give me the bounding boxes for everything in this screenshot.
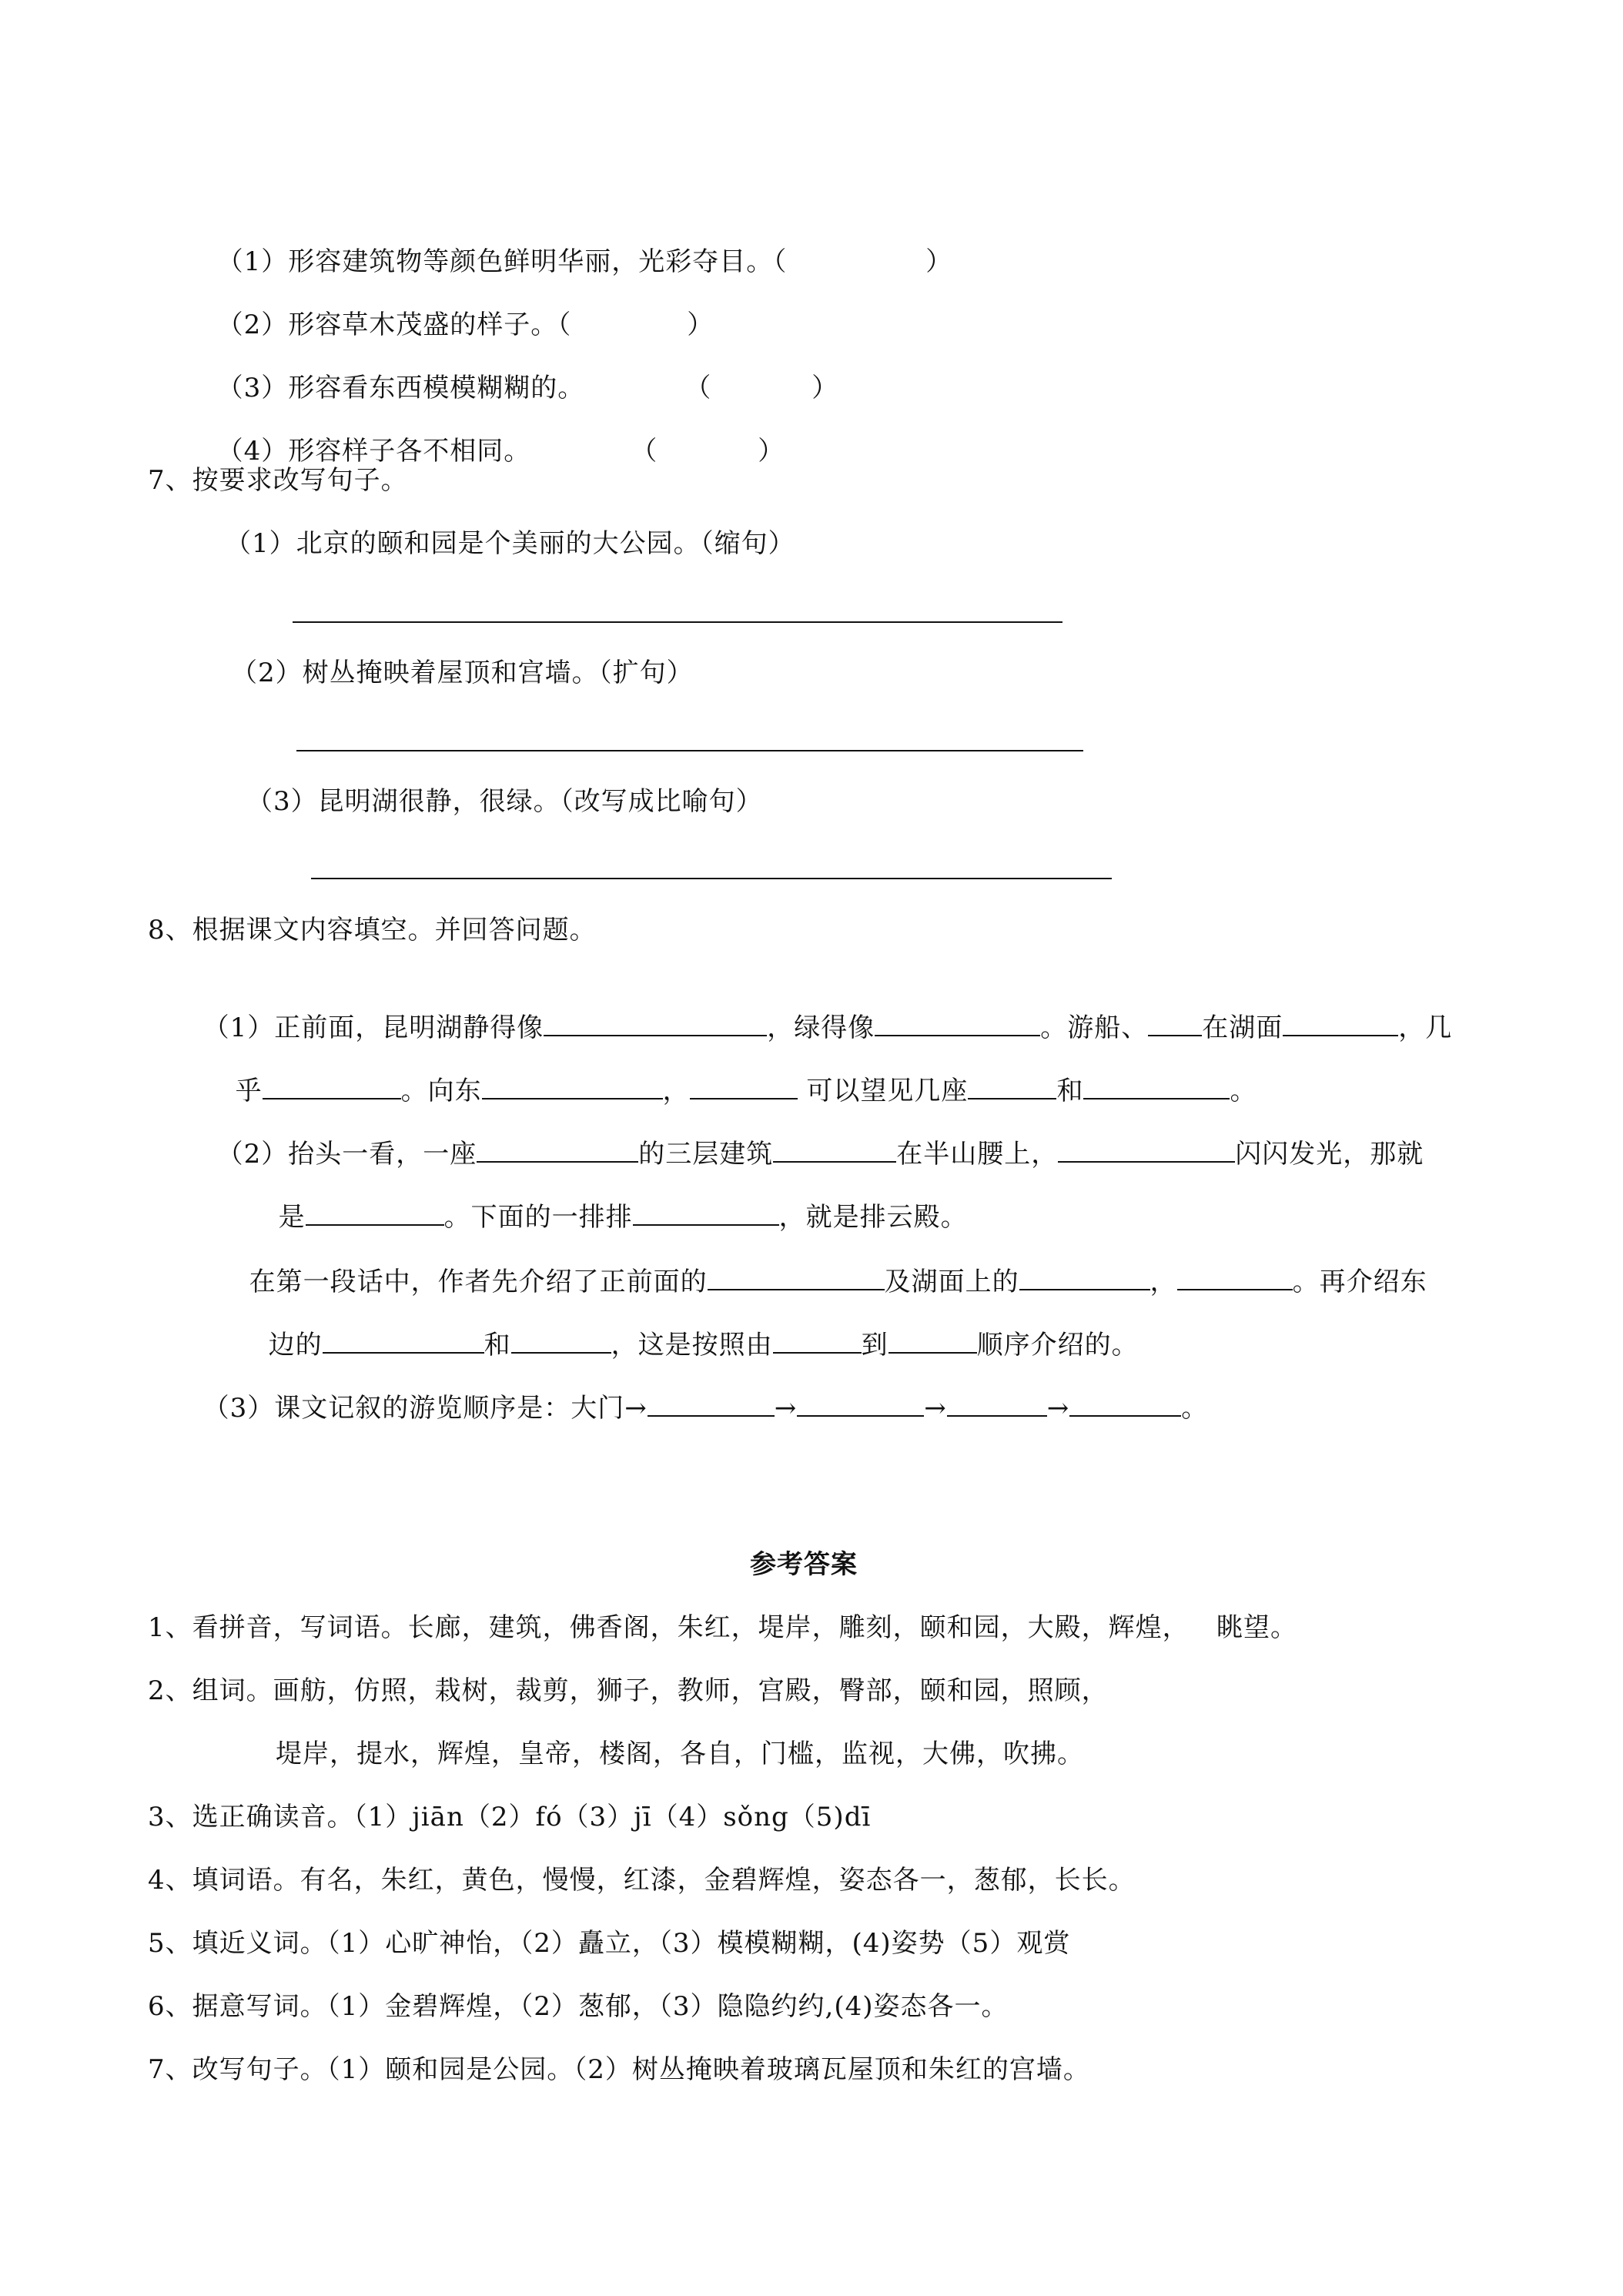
ex6-item-3 xyxy=(199,337,838,405)
fill-blank[interactable] xyxy=(263,1073,401,1099)
arrow-icon: → xyxy=(624,1393,648,1424)
ex8-p3-text-f: 和 xyxy=(484,1330,511,1361)
fill-blank[interactable] xyxy=(477,1136,638,1163)
fill-blank[interactable] xyxy=(875,1010,1040,1036)
ex7-answer-line-2 xyxy=(296,750,1083,751)
ex8-p3-text-e: 边的 xyxy=(268,1330,323,1361)
fill-blank[interactable] xyxy=(1283,1010,1398,1036)
fill-blank[interactable] xyxy=(708,1264,885,1290)
ex8-p3-line-2 xyxy=(250,1294,1139,1362)
ex6-item-4-text: （4）形容样子各不相同。 xyxy=(216,436,531,467)
ex8-p2-text-d: 闪闪发光，那就 xyxy=(1235,1139,1424,1170)
answer-line-4: 4、填词语。有名，朱红，黄色，慢慢，红漆，金碧辉煌，姿态各一，葱郁，长长。 xyxy=(148,1865,1136,1896)
ex6-item-1 xyxy=(199,211,952,279)
fill-blank[interactable] xyxy=(1019,1264,1150,1290)
ex6-item-2-text: （2）形容草木茂盛的样子。（ xyxy=(216,310,572,340)
fill-blank[interactable] xyxy=(323,1327,484,1354)
answer-line-1: 1、看拼音，写词语。长廊，建筑，佛香阁，朱红，堤岸，雕刻，颐和园，大殿，辉煌， 眺望。 xyxy=(148,1612,1298,1643)
answer-line-2: 2、组词。画舫，仿照，栽树，裁剪，狮子，教师，宫殿，臀部，颐和园，照顾， xyxy=(148,1675,1109,1706)
fill-blank[interactable] xyxy=(633,1200,779,1226)
ex8-p2-text-a: （2）抬头一看，一座 xyxy=(216,1139,477,1170)
fill-blank[interactable] xyxy=(544,1010,767,1036)
answer-line-5: 5、填近义词。（1）心旷神怡，（2）矗立，（3）模模糊糊，(4)姿势（5）观赏 xyxy=(148,1928,1071,1959)
fill-blank[interactable] xyxy=(773,1327,862,1354)
ex6-item-4-open: （ xyxy=(631,436,658,467)
arrow-icon: → xyxy=(1046,1393,1070,1424)
ex8-p2-text-b: 的三层建筑 xyxy=(638,1139,774,1170)
fill-blank[interactable] xyxy=(1069,1391,1181,1417)
ex8-p2-text-e: 是 xyxy=(278,1202,306,1233)
arrow-icon: → xyxy=(774,1393,798,1424)
fill-blank[interactable] xyxy=(947,1391,1047,1417)
ex7-item-1: （1）北京的颐和园是个美丽的大公园。（缩句） xyxy=(225,528,795,559)
ex6-item-4-close: ） xyxy=(758,436,785,467)
ex6-item-3-open: （ xyxy=(684,373,712,403)
ex8-p1-text-g: 。向东 xyxy=(400,1076,482,1106)
fill-blank[interactable] xyxy=(1177,1264,1293,1290)
ex6-item-1-close: ） xyxy=(925,246,953,277)
ex6-item-3-close: ） xyxy=(812,373,839,403)
ex6-item-2-close: ） xyxy=(687,310,714,340)
fill-blank[interactable] xyxy=(1058,1136,1235,1163)
ex8-p1-text-k: 。 xyxy=(1230,1076,1257,1106)
ex7-answer-line-1 xyxy=(293,621,1062,623)
ex7-item-2: （2）树丛掩映着屋顶和宫墙。（扩句） xyxy=(231,658,694,688)
ex8-p1-text-i: 可以望见几座 xyxy=(797,1076,969,1106)
ex6-item-1-text: （1）形容建筑物等颜色鲜明华丽，光彩夺目。（ xyxy=(216,246,788,277)
ex8-p1-text-c: 。游船、 xyxy=(1040,1012,1149,1043)
fill-blank[interactable] xyxy=(1083,1073,1230,1099)
answer-line-7: 7、改写句子。（1）颐和园是公园。（2）树丛掩映着玻璃瓦屋顶和朱红的宫墙。 xyxy=(148,2054,1090,2085)
ex8-p1-text-a: （1）正前面，昆明湖静得像 xyxy=(202,1012,544,1043)
fill-blank[interactable] xyxy=(511,1327,611,1354)
answer-line-6: 6、据意写词。（1）金碧辉煌，（2）葱郁，（3）隐隐约约,(4)姿态各一。 xyxy=(148,1991,1009,2022)
ex6-item-4 xyxy=(199,400,785,468)
fill-blank[interactable] xyxy=(306,1200,444,1226)
ex8-p1-text-d: 在湖面 xyxy=(1202,1012,1283,1043)
ex8-p1-text-b: ，绿得像 xyxy=(767,1012,875,1043)
ex8-p1-line-2 xyxy=(217,1039,1257,1108)
fill-blank[interactable] xyxy=(888,1327,977,1354)
answer-line-2-cont: 堤岸，提水，辉煌，皇帝，楼阁，各自，门槛，监视，大佛，吹拂。 xyxy=(276,1739,1084,1769)
fill-blank[interactable] xyxy=(968,1073,1056,1099)
ex6-item-2 xyxy=(199,274,714,342)
ex8-p4-text-a: （3）课文记叙的游览顺序是：大门 xyxy=(202,1393,625,1424)
ex8-p3-text-g: ，这是按照由 xyxy=(611,1330,773,1361)
ex8-p3-text-d: 。再介绍东 xyxy=(1292,1267,1427,1297)
fill-blank[interactable] xyxy=(797,1391,924,1417)
ex8-title: 8、根据课文内容填空。并回答问题。 xyxy=(148,915,597,946)
ex8-p1-text-h: ， xyxy=(662,1076,690,1106)
ex8-p3-text-b: 及湖面上的 xyxy=(884,1267,1019,1297)
ex8-p3-text-c: ， xyxy=(1149,1267,1177,1297)
ex8-p3-text-h: 到 xyxy=(861,1330,888,1361)
ex6-item-3-text: （3）形容看东西模模糊糊的。 xyxy=(216,373,585,403)
ex7-answer-line-3 xyxy=(311,878,1112,879)
ex8-p1-text-e: ，几 xyxy=(1398,1012,1453,1043)
fill-blank[interactable] xyxy=(773,1136,896,1163)
ex8-p1-text-j: 和 xyxy=(1056,1076,1084,1106)
ex8-p1-text-f: 乎 xyxy=(235,1076,263,1106)
ex8-p2-text-g: ，就是排云殿。 xyxy=(778,1202,968,1233)
ex8-p2-line-1 xyxy=(199,1103,1424,1171)
ex8-p4-end: 。 xyxy=(1181,1393,1209,1424)
ex8-p3-text-i: 顺序介绍的。 xyxy=(976,1330,1139,1361)
ex8-p4-line xyxy=(185,1357,1208,1425)
ex8-p2-text-f: 。下面的一排排 xyxy=(443,1202,633,1233)
ex8-p2-line-2 xyxy=(260,1166,968,1234)
ex8-p1-line-1 xyxy=(185,976,1452,1045)
ex8-p3-line-1 xyxy=(231,1230,1427,1299)
fill-blank[interactable] xyxy=(648,1391,775,1417)
answers-heading: 参考答案 xyxy=(750,1549,858,1580)
answer-line-3: 3、选正确读音。（1）jiān（2）fó（3）jī（4）sǒng（5)dī xyxy=(148,1802,872,1832)
fill-blank[interactable] xyxy=(1148,1010,1202,1036)
fill-blank[interactable] xyxy=(482,1073,663,1099)
ex8-p3-text-a: 在第一段话中，作者先介绍了正前面的 xyxy=(249,1267,708,1297)
ex7-item-3: （3）昆明湖很静，很绿。（改写成比喻句） xyxy=(246,786,763,817)
arrow-icon: → xyxy=(924,1393,947,1424)
fill-blank[interactable] xyxy=(690,1073,798,1099)
ex7-title: 7、按要求改写句子。 xyxy=(148,465,408,496)
ex8-p2-text-c: 在半山腰上， xyxy=(896,1139,1059,1170)
